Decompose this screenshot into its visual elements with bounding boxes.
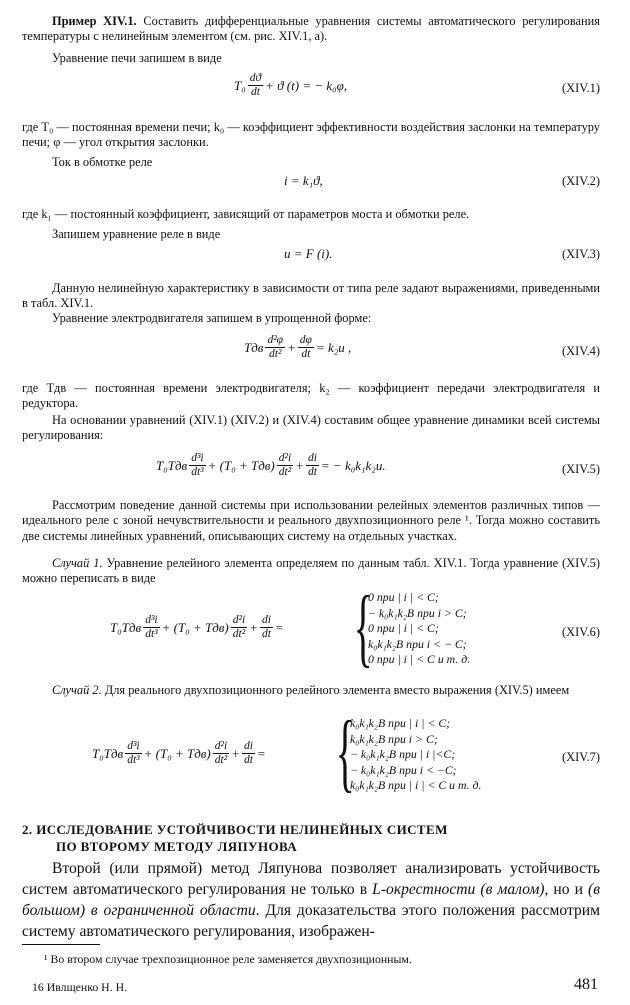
eq6-cases: 0 при | i | < C; − k₀k₁k₂B при i > C; 0 при | i | < C; k₀k₁k₂B при i < − C; 0 при | i | < C и т. д. xyxy=(368,590,471,666)
where-4: где Tдв — постоянная времени электродвигателя; k₂ — коэффициент передачи электродвигателя и редуктора. xyxy=(22,381,600,411)
combine-text: На основании уравнений (XIV.1) (XIV.2) и (XIV.4) составим общее уравнение динамики всей системы регулирования: xyxy=(22,413,600,443)
footnote: ¹ Во втором случае трехпозиционное реле заменяется двухпозиционным. xyxy=(44,952,412,966)
where-2: где k₁ — постоянный коэффициент, зависящий от параметров моста и обмотки реле. xyxy=(22,207,470,221)
where-1: где T₀ — постоянная времени печи; k₀ — коэффициент эффективности воздействия заслонки на температуру печи; φ — угол открытия заслонки. xyxy=(22,120,600,150)
equation-xiv-1 xyxy=(22,72,600,108)
motor-intro: Уравнение электродвигателя запишем в упрощенной форме: xyxy=(52,311,372,325)
case2-label: Случай 2. xyxy=(52,683,102,697)
eq1-number: (XIV.1) xyxy=(562,81,600,95)
eq6-number: (XIV.6) xyxy=(562,625,600,639)
section-heading-line2: ПО ВТОРОМУ МЕТОДУ ЛЯПУНОВА xyxy=(56,839,298,854)
example-text: Составить дифференциальные уравнения системы автоматического регулирования температуры с нелинейным элементом (см. рис. XIV.1, а). xyxy=(22,14,600,44)
eq1-rest: + ϑ (t) = − k₀φ, xyxy=(265,77,348,93)
eq1-fraction: $\frac{dϑ}{dt}$ xyxy=(249,72,262,98)
equation-xiv-2: i = k₁ϑ, (XIV.2) xyxy=(284,173,600,188)
eq7-cases: k₀k₁k₂B при | i | < C; k₀k₁k₂B при i > C; − k₀k₁k₂B при | i |<C; − k₀k₁k₂B при i < −C; k₀k₁k₂B при | i | < C и т. д. xyxy=(350,716,482,792)
equation-xiv-4: Tдв $\frac{\text{d²φ}}{\text{dt²}}$ + $\frac{d\varphi}{dt}$ = k₂u , (XIV.4) xyxy=(244,334,600,360)
lyapunov-paragraph: Второй (или прямой) метод Ляпунова позволяет анализировать устойчивость систем автоматического регулирования не только в L-окрестности (в малом), но и (в большом) в ограниченной области. Для доказательства этого положения рассмотрим систему автоматического регулирования, изображен- xyxy=(22,860,600,940)
furnace-intro: Уравнение печи запишем в виде xyxy=(52,51,222,65)
example-title: Пример XIV.1. xyxy=(52,14,137,28)
equation-xiv-6: T₀Tдв $\frac{\text{d³i}}{\text{dt³}}$ + (T₀ + Tдв) $\frac{\text{d²i}}{\text{dt²}}$ + $\frac{di}{dt}$ = { 0 при | i | < C; − k₀k₁k₂B при i > C; 0 при | i | < C; k₀k₁k₂B при i < − C; 0 при | i | < C и т. д. (XIV.6) xyxy=(110,579,600,676)
eq6-brace: { xyxy=(353,579,373,676)
eq7-number: (XIV.7) xyxy=(562,750,600,764)
current-intro: Ток в обмотке реле xyxy=(52,155,153,169)
equation-xiv-5: T₀Tдв $\frac{\text{d³i}}{\text{dt³}}$ + (T₀ + Tдв) $\frac{\text{d²i}}{\text{dt²}}$ + $\frac{di}{dt}$ = − k₀k₁k₂u. (XIV.5) xyxy=(156,452,600,478)
eq3-number: (XIV.3) xyxy=(562,247,600,261)
eq2-number: (XIV.2) xyxy=(562,174,600,188)
consider-text: Рассмотрим поведение данной системы при использовании релейных элементов различных типов — идеального реле с зоной нечувствительности и реального двухпозиционного реле ¹. Тогда можно составить две системы линейных уравнений, описывающих систему на отдельных участках. xyxy=(22,498,600,543)
section-heading xyxy=(22,821,448,855)
eq7-brace: { xyxy=(335,704,355,801)
footnote-rule xyxy=(22,944,100,945)
eq4-number: (XIV.4) xyxy=(562,344,600,358)
example-paragraph xyxy=(22,14,600,45)
case1-paragraph: Случай 1. Уравнение релейного элемента определяем по данным табл. XIV.1. Тогда уравнение (XIV.5) можно переписать в виде xyxy=(22,556,600,586)
section-heading-line1: 2. ИССЛЕДОВАНИЕ УСТОЙЧИВОСТИ НЕЛИНЕЙНЫХ СИСТЕМ xyxy=(22,822,448,837)
case1-label: Случай 1. xyxy=(52,556,103,570)
page-number: 481 xyxy=(574,976,598,993)
relay-intro: Запишем уравнение реле в виде xyxy=(52,227,221,241)
case2-paragraph: Случай 2. Для реального двухпозиционного релейного элемента вместо выражения (XIV.5) имеем xyxy=(52,683,570,697)
eq5-number: (XIV.5) xyxy=(562,462,600,476)
nonlinear-text: Данную нелинейную характеристику в зависимости от типа реле задают выражениями, приведенными в табл. XIV.1. xyxy=(22,281,600,311)
printer-signature: 16 Ивлщенко Н. Н. xyxy=(32,980,128,994)
equation-xiv-7: T₀Tдв $\frac{\text{d³i}}{\text{dt³}}$ + (T₀ + Tдв) $\frac{\text{d²i}}{\text{dt²}}$ + $\frac{di}{dt}$ = { k₀k₁k₂B при | i | < C; k₀k₁k₂B при i > C; − k₀k₁k₂B при | i |<C; − k₀k₁k₂B при i < −C; k₀k₁k₂B при | i | < C и т. д. (XIV.7) xyxy=(92,704,600,801)
equation-xiv-3: u = F (i). (XIV.3) xyxy=(284,246,600,261)
eq1-coef: T₀ xyxy=(234,77,246,93)
